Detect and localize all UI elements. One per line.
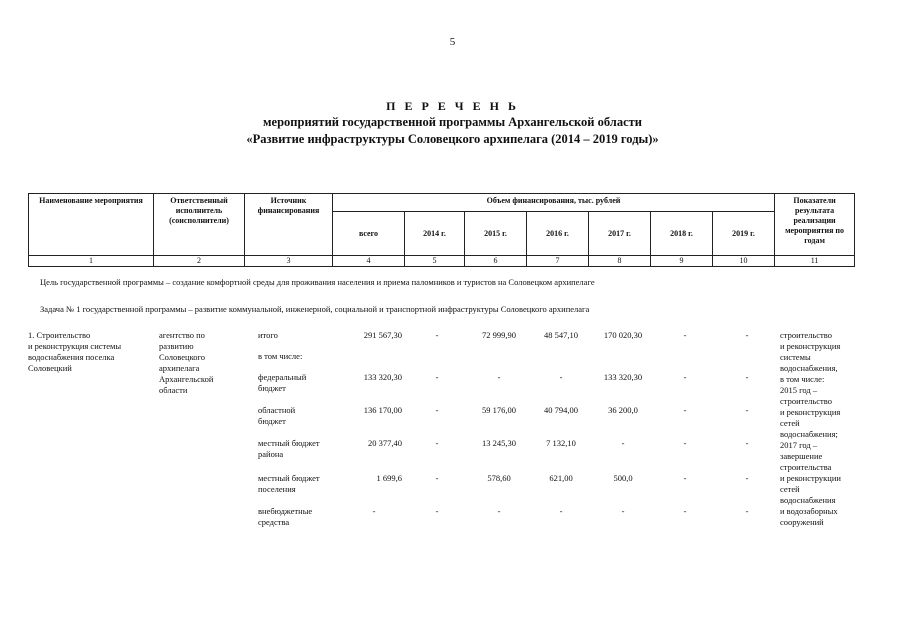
measure-result bbox=[780, 330, 854, 528]
title-line-3: «Развитие инфраструктуры Соловецкого архипелага (2014 – 2019 годы)» bbox=[246, 132, 659, 146]
header-col-result: Показатели результата реализации мероприятия по годам bbox=[775, 194, 855, 256]
value-2018: - bbox=[683, 506, 687, 516]
measure-name-line: Соловецкий bbox=[28, 363, 72, 373]
value-2018: - bbox=[683, 372, 687, 382]
result-line: и реконструкции bbox=[780, 473, 841, 483]
value-2018: - bbox=[683, 473, 687, 483]
value-total: 20 377,40 bbox=[368, 438, 402, 448]
program-task: Задача № 1 государственной программы – развитие коммунальной, инженерной, социальной и транспортной инфраструктуры Соловецкого архипелага bbox=[40, 304, 590, 314]
source-line: средства bbox=[258, 517, 290, 527]
value-2019: - bbox=[745, 330, 749, 340]
header-sub-2014: 2014 г. bbox=[405, 212, 465, 256]
source-line: внебюджетные bbox=[258, 506, 313, 516]
value-2015: 72 999,90 bbox=[482, 330, 516, 340]
source-line: федеральный bbox=[258, 372, 307, 382]
funding-source bbox=[258, 372, 346, 394]
value-2015: - bbox=[497, 506, 501, 516]
source-line: поселения bbox=[258, 484, 296, 494]
source-line: бюджет bbox=[258, 416, 286, 426]
value-2019: - bbox=[745, 405, 749, 415]
value-2016: 7 132,10 bbox=[546, 438, 576, 448]
value-2014: - bbox=[435, 405, 439, 415]
value-total: - bbox=[372, 506, 376, 516]
value-2017: 170 020,30 bbox=[603, 330, 643, 340]
result-line: сооружений bbox=[780, 517, 824, 527]
col-number: 11 bbox=[775, 256, 855, 267]
header-col-name: Наименование мероприятия bbox=[29, 194, 154, 256]
header-col-executor: Ответственный исполнитель (соисполнители) bbox=[154, 194, 245, 256]
value-2014: - bbox=[435, 372, 439, 382]
executor-line: области bbox=[159, 385, 188, 395]
measure-executor bbox=[159, 330, 249, 396]
source-line: местный бюджет bbox=[258, 438, 320, 448]
source-line: бюджет bbox=[258, 383, 286, 393]
value-total: 133 320,30 bbox=[363, 372, 402, 382]
col-number: 5 bbox=[405, 256, 465, 267]
value-total: 291 567,30 bbox=[363, 330, 402, 340]
value-2016: 40 794,00 bbox=[544, 405, 578, 415]
page-number: 5 bbox=[449, 36, 456, 48]
source-line: района bbox=[258, 449, 284, 459]
result-line: и водозаборных bbox=[780, 506, 838, 516]
value-2015: 578,60 bbox=[487, 473, 511, 483]
value-2019: - bbox=[745, 372, 749, 382]
source-line: местный бюджет bbox=[258, 473, 320, 483]
header-funding: Объем финансирования, тыс. рублей bbox=[333, 194, 775, 212]
table-header bbox=[28, 193, 855, 267]
funding-source bbox=[258, 473, 346, 495]
result-line: сетей bbox=[780, 484, 800, 494]
col-number: 3 bbox=[245, 256, 333, 267]
value-2017: 133 320,30 bbox=[603, 372, 643, 382]
value-2018: - bbox=[683, 405, 687, 415]
value-2017: - bbox=[621, 506, 625, 516]
header-sub-2016: 2016 г. bbox=[527, 212, 589, 256]
value-2015: - bbox=[497, 372, 501, 382]
result-line: водоснабжения, bbox=[780, 363, 838, 373]
value-2015: 59 176,00 bbox=[482, 405, 516, 415]
header-sub-2015: 2015 г. bbox=[465, 212, 527, 256]
value-2017: 500,0 bbox=[613, 473, 633, 483]
value-2014: - bbox=[435, 506, 439, 516]
source-line: областной bbox=[258, 405, 296, 415]
header-sub-2018: 2018 г. bbox=[651, 212, 713, 256]
program-goal: Цель государственной программы – создание комфортной среды для проживания населения и приема паломников и туристов на Соловецком архипелаге bbox=[40, 277, 595, 287]
value-2016: - bbox=[559, 506, 563, 516]
col-number: 9 bbox=[651, 256, 713, 267]
measure-name-line: 1. Строительство bbox=[28, 330, 91, 340]
header-sub-total: всего bbox=[333, 212, 405, 256]
result-line: строительство bbox=[780, 330, 832, 340]
value-2017: 36 200,0 bbox=[608, 405, 638, 415]
result-line: завершение bbox=[780, 451, 823, 461]
col-number: 1 bbox=[29, 256, 154, 267]
value-2014: - bbox=[435, 473, 439, 483]
funding-source bbox=[258, 351, 346, 362]
title-line-2: мероприятий государственной программы Архангельской области bbox=[263, 115, 642, 129]
document-title bbox=[0, 98, 905, 148]
result-line: и реконструкция bbox=[780, 407, 841, 417]
executor-line: Архангельской bbox=[159, 374, 214, 384]
funding-source bbox=[258, 438, 346, 460]
result-line: 2015 год – bbox=[780, 385, 818, 395]
value-2017: - bbox=[621, 438, 625, 448]
result-line: системы bbox=[780, 352, 811, 362]
value-2018: - bbox=[683, 330, 687, 340]
col-number: 4 bbox=[333, 256, 405, 267]
source-line: в том числе: bbox=[258, 351, 303, 361]
value-2016: 48 547,10 bbox=[544, 330, 578, 340]
result-line: водоснабжения; bbox=[780, 429, 838, 439]
value-2015: 13 245,30 bbox=[482, 438, 516, 448]
col-number: 2 bbox=[154, 256, 245, 267]
measure-name-line: водоснабжения поселка bbox=[28, 352, 115, 362]
result-line: строительства bbox=[780, 462, 832, 472]
value-2016: 621,00 bbox=[549, 473, 573, 483]
col-number: 7 bbox=[527, 256, 589, 267]
result-line: в том числе: bbox=[780, 374, 825, 384]
funding-source bbox=[258, 506, 346, 528]
col-number: 8 bbox=[589, 256, 651, 267]
value-2019: - bbox=[745, 506, 749, 516]
funding-source bbox=[258, 330, 346, 341]
funding-source bbox=[258, 405, 346, 427]
value-total: 1 699,6 bbox=[376, 473, 402, 483]
col-number: 6 bbox=[465, 256, 527, 267]
source-line: итого bbox=[258, 330, 278, 340]
value-total: 136 170,00 bbox=[363, 405, 402, 415]
header-sub-2019: 2019 г. bbox=[713, 212, 775, 256]
result-line: и реконструкция bbox=[780, 341, 841, 351]
header-sub-2017: 2017 г. bbox=[589, 212, 651, 256]
executor-line: развитию bbox=[159, 341, 194, 351]
value-2014: - bbox=[435, 330, 439, 340]
col-number: 10 bbox=[713, 256, 775, 267]
measure-name bbox=[28, 330, 152, 374]
title-line-1: П Е Р Е Ч Е Н Ь bbox=[386, 99, 519, 113]
value-2018: - bbox=[683, 438, 687, 448]
value-2019: - bbox=[745, 473, 749, 483]
measure-name-line: и реконструкция системы bbox=[28, 341, 122, 351]
result-line: водоснабжения bbox=[780, 495, 836, 505]
result-line: сетей bbox=[780, 418, 800, 428]
result-line: строительство bbox=[780, 396, 832, 406]
executor-line: архипелага bbox=[159, 363, 200, 373]
result-line: 2017 год – bbox=[780, 440, 818, 450]
executor-line: агентство по bbox=[159, 330, 205, 340]
executor-line: Соловецкого bbox=[159, 352, 206, 362]
header-col-source: Источник финансирования bbox=[245, 194, 333, 256]
value-2019: - bbox=[745, 438, 749, 448]
value-2016: - bbox=[559, 372, 563, 382]
value-2014: - bbox=[435, 438, 439, 448]
